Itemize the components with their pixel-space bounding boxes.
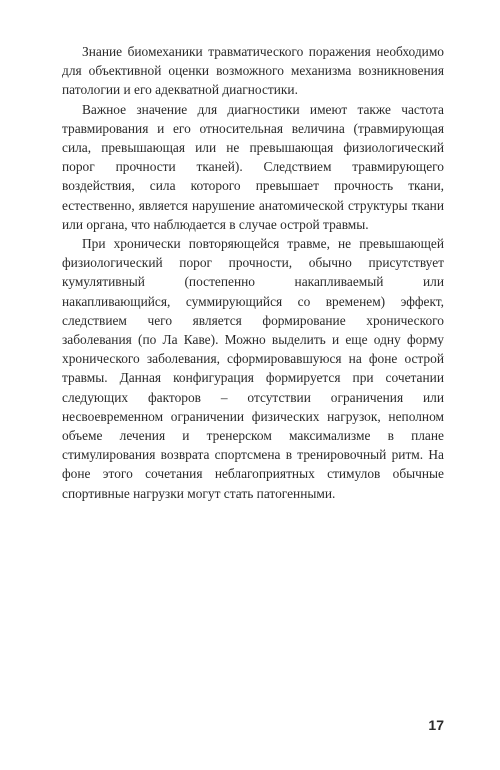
paragraph-biomechanics: Знание биомеханики травматического поражения необходимо для объективной оценки возможного механизма возникновения патологии и его адекватной диагностики. bbox=[62, 44, 444, 98]
paragraph-injury-frequency: Важное значение для диагностики имеют также частота травмирования и его относительная величина (травмирующая сила, превышающая или не превышающая физиологический порог прочности тканей). Следствием травмирующего воздействия, сила которого превышает прочность ткани, естественно, является нарушение анатомической структуры ткани или органа, что наблюдается в случае острой травмы. bbox=[62, 101, 444, 232]
page-number: 17 bbox=[428, 717, 444, 733]
paragraph-chronic-injury: При хронически повторяющейся травме, не превышающей физиологический порог прочности, обычно присутствует кумулятивный (постепенно накапливаемый или накапливающийся, суммирующийся со временем) эффект, следствием чего является формирование хронического заболевания (по Ла Каве). Можно выделить и еще одну форму хронического заболевания, сформировавшуюся на фоне острой травмы. Данная конфигурация формируется при сочетании следующих факторов – отсутствии ограничения или несвоевременном ограничении физических нагрузок, неполном объеме лечения и тренерском максимализме в плане стимулирования возврата спортсмена в тренировочный ритм. На фоне этого сочетания неблагоприятных стимулов обычные спортивные нагрузки могут стать патогенными. bbox=[62, 236, 444, 501]
body-text bbox=[62, 42, 444, 503]
